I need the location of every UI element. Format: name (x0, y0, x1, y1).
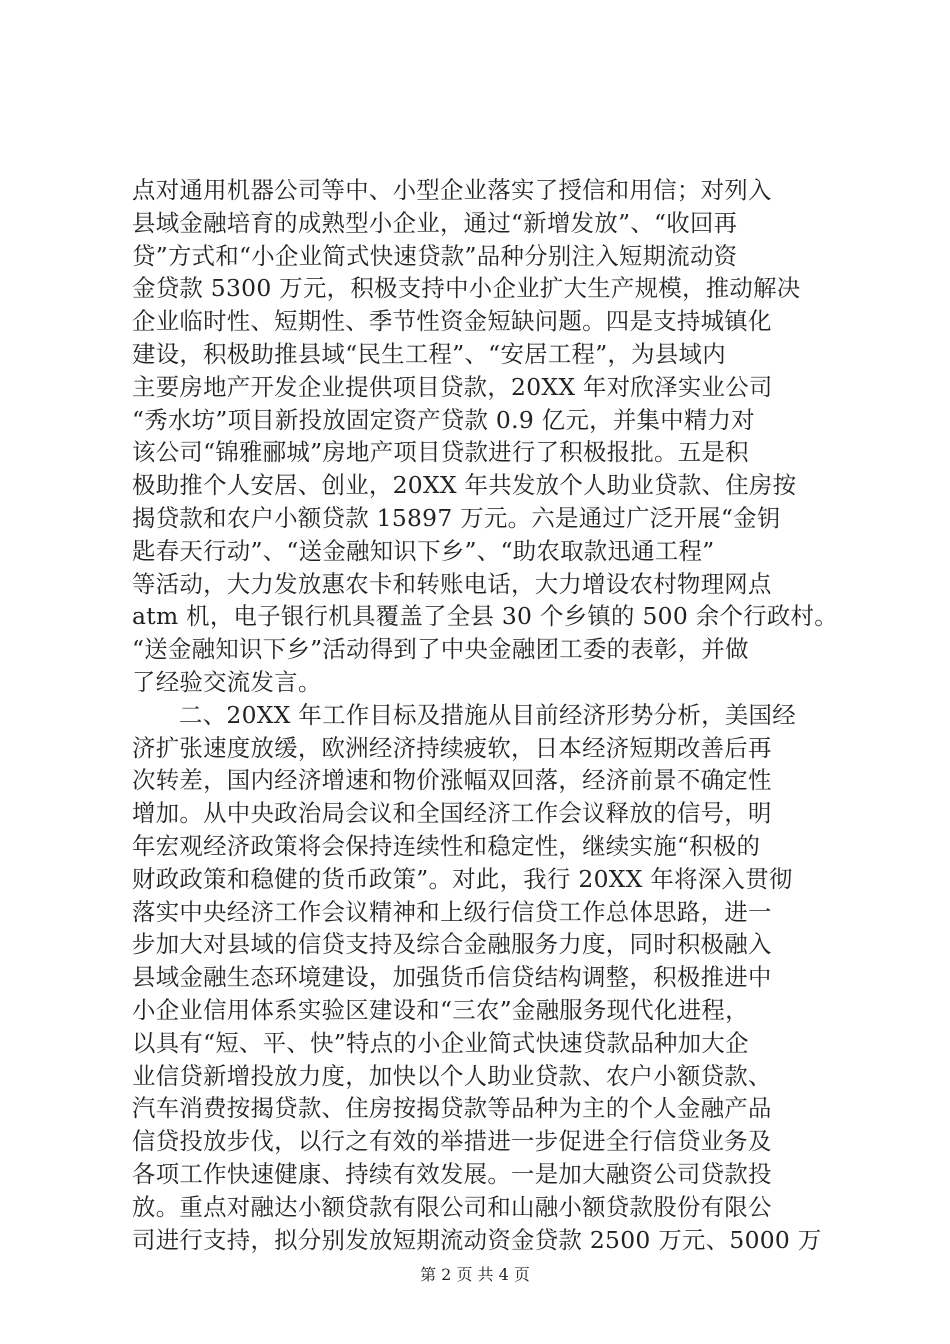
page-number-footer: 第 2 页 共 4 页 (420, 1265, 530, 1284)
text-line: 司进行支持，拟分别发放短期流动资金贷款 2500 万元、5000 万 (132, 1225, 822, 1254)
text-line: 金贷款 5300 万元，积极支持中小企业扩大生产规模，推动解决 (132, 274, 801, 303)
text-line: 步加大对县域的信贷支持及综合金融服务力度，同时积极融入 (132, 930, 772, 959)
text-line: 了经验交流发言。 (132, 667, 322, 696)
text-line: 财政政策和稳健的货币政策”。对此，我行 20XX 年将深入贯彻 (132, 864, 793, 893)
text-line: 济扩张速度放缓，欧洲经济持续疲软，日本经济短期改善后再 (132, 733, 772, 762)
text-line: 企业临时性、短期性、季节性资金短缺问题。四是支持城镇化 (132, 307, 772, 336)
text-line: “送金融知识下乡”活动得到了中央金融团工委的表彰，并做 (132, 635, 749, 664)
text-line: 次转差，国内经济增速和物价涨幅双回落，经济前景不确定性 (132, 766, 772, 795)
text-line: 放。重点对融达小额贷款有限公司和山融小额贷款股份有限公 (132, 1192, 772, 1221)
text-line: 建设，积极助推县域“民生工程”、“安居工程”，为县域内 (132, 339, 726, 368)
text-line: 落实中央经济工作会议精神和上级行信贷工作总体思路，进一 (132, 897, 772, 926)
text-line: 点对通用机器公司等中、小型企业落实了授信和用信；对列入 (132, 176, 772, 204)
text-line: 县域金融生态环境建设，加强货币信贷结构调整，积极推进中 (132, 963, 772, 992)
text-line: 极助推个人安居、创业，20XX 年共发放个人助业贷款、住房按 (132, 471, 797, 500)
body-text (132, 174, 838, 1256)
text-line: 等活动，大力发放惠农卡和转账电话，大力增设农村物理网点 (132, 569, 772, 598)
text-line: “秀水坊”项目新投放固定资产贷款 0.9 亿元，并集中精力对 (132, 405, 755, 434)
paragraph-start-line: 二、20XX 年工作目标及措施从目前经济形势分析，美国经 (179, 700, 796, 729)
text-line: 业信贷新增投放力度，加快以个人助业贷款、农户小额贷款、 (132, 1061, 772, 1090)
text-line: 贷”方式和“小企业简式快速贷款”品种分别注入短期流动资 (132, 241, 738, 270)
text-line: atm 机，电子银行机具覆盖了全县 30 个乡镇的 500 余个行政村。 (132, 602, 838, 631)
text-line: 增加。从中央政治局会议和全国经济工作会议释放的信号，明 (132, 799, 772, 828)
text-line: 汽车消费按揭贷款、住房按揭贷款等品种为主的个人金融产品 (132, 1094, 772, 1123)
text-line: 县域金融培育的成熟型小企业，通过“新增发放”、“收回再 (132, 208, 738, 237)
text-line: 该公司“锦雅郦城”房地产项目贷款进行了积极报批。五是积 (132, 438, 749, 467)
text-line: 年宏观经济政策将会保持连续性和稳定性，继续实施“积极的 (132, 831, 761, 860)
text-line: 揭贷款和农户小额贷款 15897 万元。六是通过广泛开展“金钥 (132, 503, 781, 532)
text-line: 主要房地产开发企业提供项目贷款，20XX 年对欣泽实业公司 (132, 372, 773, 401)
text-line: 小企业信用体系实验区建设和“三农”金融服务现代化进程， (132, 995, 749, 1024)
text-line: 信贷投放步伐，以行之有效的举措进一步促进全行信贷业务及 (132, 1127, 772, 1156)
text-line: 各项工作快速健康、持续有效发展。一是加大融资公司贷款投 (132, 1159, 772, 1188)
text-line: 以具有“短、平、快”特点的小企业简式快速贷款品种加大企 (132, 1028, 749, 1057)
text-line: 匙春天行动”、“送金融知识下乡”、“助农取款迅通工程” (132, 536, 715, 565)
